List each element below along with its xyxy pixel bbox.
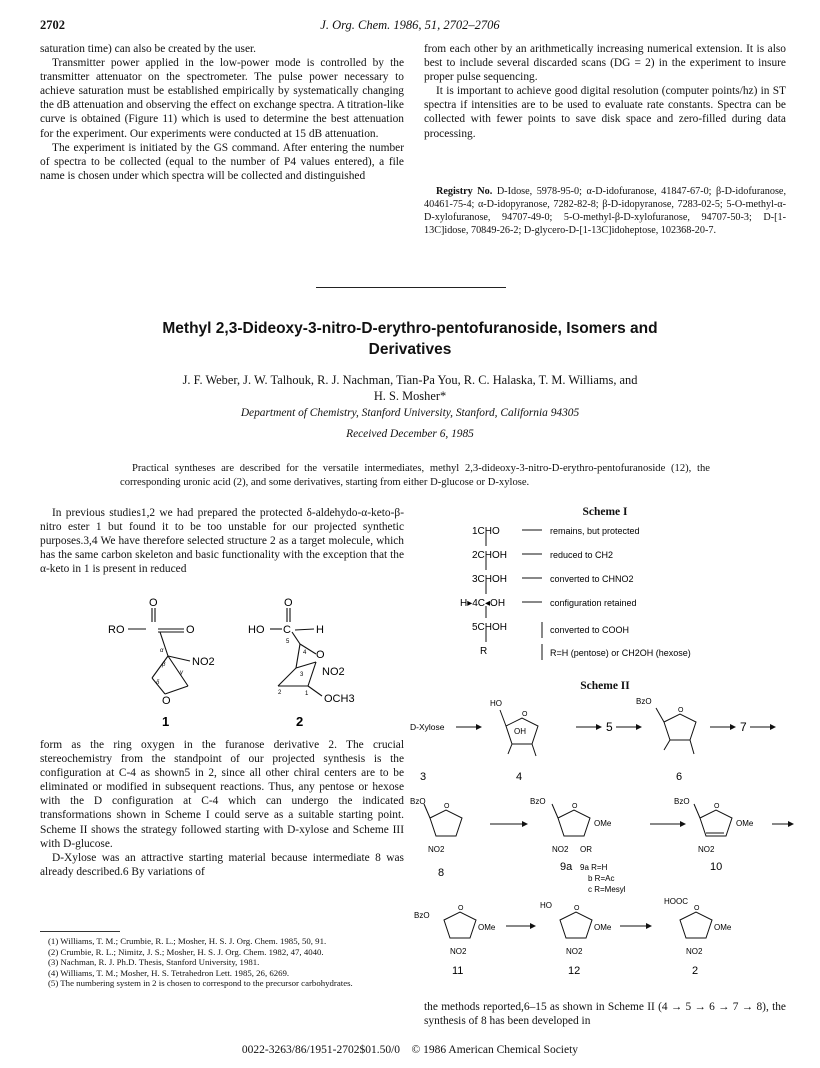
article-title (40, 318, 780, 360)
scheme-text: BzO (636, 697, 652, 706)
atom-label: O (316, 649, 325, 661)
paragraph: form as the ring oxygen in the furanose derivative 2. The crucial stereochemistry from the standpoint of our projected synthesis is the configuration at C-4 as shown5 in 2, since all other chiral centers are to be eliminated or modified in subsequent reactions. Thus, any pentose or hexose with the D configuration at C-4 which can undergo the indicated transformations shown in Scheme I could serve as a suitable starting point. Scheme II shows the strategy followed starting with D-xylose and Scheme III with D-glucose. (40, 739, 404, 850)
scheme-text: OMe (594, 819, 612, 828)
scheme-text: NO2 (428, 845, 445, 854)
paragraph: Transmitter power applied in the low-power mode is controlled by the transmitter attenuator on the spectrometer. The pulse power necessary to achieve saturation must be established empirically by systematically changing the dB attenuation and observing the effect on exchange spectra. A titration-like curve is obtained (Figure 11) which is used to determine the best attenuation for the experiment. Our experiments were conducted at 15 dB attenuation. (40, 57, 404, 140)
page-footer (0, 1044, 820, 1056)
paragraph: the methods reported,6–15 as shown in Scheme II (4 → 5 → 6 → 7 → 8), the synthesis of 8 has been developed in (424, 1001, 786, 1028)
compound-label: 1 (162, 714, 170, 729)
scheme-1 (460, 520, 780, 670)
paragraph: from each other by an arithmetically increasing numerical extension. It is also best to include several discarded scans (DG = 2) in the experiment to insure proper pulse sequencing. (424, 43, 786, 84)
atom-label: O (186, 624, 195, 636)
scheme-text: OMe (736, 819, 754, 828)
scheme-text: O (444, 803, 450, 810)
received-date: Received December 6, 1985 (346, 428, 474, 440)
atom-label: O (162, 695, 171, 707)
scheme-atom: H▸4C◂OH (460, 598, 506, 609)
compound-label: 11 (452, 965, 464, 977)
scheme-text: NO2 (566, 947, 583, 956)
authors-line: H. S. Mosher* (373, 389, 447, 403)
scheme-text: BzO (410, 797, 426, 806)
scheme-text: HO (490, 699, 502, 708)
atom-label: γ (180, 670, 183, 676)
scheme-text: BzO (414, 911, 430, 920)
scheme-text: OMe (478, 923, 496, 932)
footnote: (3) Nachman, R. J. Ph.D. Thesis, Stanford University, 1981. (48, 957, 260, 968)
atom-number: 3 (300, 672, 304, 678)
atom-label: H (316, 624, 324, 636)
scheme-2 (410, 692, 810, 1032)
scheme-variant: b R=Ac (588, 874, 615, 883)
compound-label: 12 (568, 965, 581, 977)
scheme-note: reduced to CH2 (550, 550, 614, 560)
atom-label: NO2 (192, 656, 215, 668)
registry-numbers (424, 185, 786, 237)
atom-label: α (160, 648, 164, 654)
scheme-atom: 1CHO (472, 526, 500, 537)
atom-number: 1 (305, 691, 309, 697)
scheme-text: OR (580, 845, 592, 854)
scheme-note: remains, but protected (550, 526, 640, 536)
scheme-text: O (522, 711, 528, 718)
scheme-text: O (458, 905, 464, 912)
scheme-atom: 3CHOH (472, 574, 508, 585)
title-line: Derivatives (368, 341, 452, 358)
section-divider (316, 287, 506, 288)
scheme-2-title: Scheme II (580, 680, 630, 692)
scheme-text: NO2 (698, 845, 715, 854)
page-number: 2702 (40, 18, 65, 32)
scheme-atom: 2CHOH (472, 550, 508, 561)
compound-label: 10 (710, 861, 723, 873)
scheme-text: BzO (530, 797, 546, 806)
structures-1-2 (100, 592, 400, 732)
compound-label: 9a (560, 861, 573, 873)
scheme-text: OMe (594, 923, 612, 932)
scheme-text: OMe (714, 923, 732, 932)
scheme-note: converted to CHNO2 (550, 574, 634, 584)
body-right (424, 1000, 786, 1028)
issn-code: 0022-3263/86/1951-2702$01.50/0 (241, 1044, 401, 1056)
paragraph: D-Xylose was an attractive starting material because intermediate 8 was already described.6 By variations of (40, 851, 404, 878)
scheme-variant: 9a R=H (580, 863, 608, 872)
copyright: © 1986 American Chemical Society (411, 1044, 579, 1056)
scheme-number: 7 (740, 720, 747, 734)
atom-label: δ (156, 680, 160, 686)
scheme-text: O (572, 803, 578, 810)
scheme-note: R=H (pentose) or CH2OH (hexose) (550, 648, 691, 658)
footnote: (1) Williams, T. M.; Crumbie, R. L.; Mosher, H. S. J. Org. Chem. 1985, 50, 91. (48, 936, 327, 946)
body-left-lower (40, 738, 404, 879)
atom-label: O (149, 597, 158, 609)
scheme-start: D-Xylose (410, 722, 445, 732)
footnote: (4) Williams, T. M.; Mosher, H. S. Tetrahedron Lett. 1985, 26, 6269. (48, 967, 290, 978)
footnote: (5) The numbering system in 2 is chosen to correspond to the precursor carbohydrates. (48, 978, 353, 989)
body-left-upper (40, 506, 404, 576)
top-right-column (424, 42, 786, 141)
footnote-rule (40, 931, 120, 932)
paragraph: The experiment is initiated by the GS command. After entering the number of spectra to be collected (equal to the number of P4 values entered), a file name is chosen under which spectra will be collected and distinguished (40, 141, 404, 182)
scheme-text: NO2 (686, 947, 703, 956)
authors (60, 372, 760, 404)
scheme-atom: R (480, 646, 488, 657)
scheme-text: O (574, 905, 580, 912)
atom-label: O (284, 597, 293, 609)
atom-number: 5 (286, 639, 290, 645)
paragraph: saturation time) can also be created by the user. (40, 43, 257, 55)
atom-label: RO (108, 624, 125, 636)
atom-label: C (283, 624, 291, 636)
atom-label: HO (248, 624, 265, 636)
compound-label: 2 (296, 714, 304, 729)
scheme-text: O (714, 803, 720, 810)
scheme-note: configuration retained (550, 598, 637, 608)
compound-label: 2 (692, 965, 699, 977)
paragraph: In previous studies1,2 we had prepared the protected δ-aldehydo-α-keto-β-nitro ester 1 but found it to be too unstable for our projected synthetic purposes.3,4 We have therefore selected structure 2 as a target molecule, which has the same carbon skeleton and basic functionality with the exception that the α-keto in 1 is present in reduced (40, 507, 404, 576)
scheme-text: OH (514, 727, 526, 736)
atom-label: NO2 (322, 666, 345, 678)
journal-header: J. Org. Chem. 1986, 51, 2702–2706 (320, 18, 500, 32)
scheme-note: converted to COOH (550, 625, 630, 635)
registry-label: Registry No. (436, 186, 493, 197)
scheme-text: HOOC (664, 897, 688, 906)
scheme-text: O (678, 707, 684, 714)
compound-label: 3 (420, 771, 427, 783)
scheme-text: BzO (674, 797, 690, 806)
footnotes (40, 936, 404, 989)
scheme-text: HO (540, 901, 552, 910)
compound-label: 4 (516, 771, 523, 783)
abstract: Practical syntheses are described for the versatile intermediates, methyl 2,3-dideoxy-3-nitro-D-erythro-pentofuranoside (12), the corresponding uronic acid (2), and some derivatives, starting from either D-glucose or D-xylose. (120, 463, 710, 488)
compound-label: 6 (676, 771, 683, 783)
scheme-text: NO2 (552, 845, 569, 854)
affiliation: Department of Chemistry, Stanford University, Stanford, California 94305 (240, 407, 580, 419)
paragraph: It is important to achieve good digital resolution (computer points/hz) in ST spectra if intensities are to be used to evaluate rate constants. Spectra can be collected with fewer points to save disk space and zero-filled during data processing. (424, 85, 786, 140)
title-line: Methyl 2,3-Dideoxy-3-nitro-D-erythro-pentofuranoside, Isomers and (162, 320, 658, 337)
scheme-1-title: Scheme I (582, 506, 628, 518)
compound-label: 8 (438, 867, 445, 879)
scheme-variant: c R=Mesyl (588, 885, 626, 894)
registry-text: D-Idose, 5978-95-0; α-D-idofuranose, 41847-67-0; β-D-idofuranose, 40461-75-4; α-D-idopyranose, 7282-82-8; β-D-idopyranose, 7283-02-5; 5-O-methyl-α-D-xylofuranose, 94707-49-0; 5-O-methyl-β-D-xylofuranose, 94707-50-3; D-[1-13C]idose, 70849-26-2; D-glycero-D-[1-13C]idoheptose, 102368-20-7. (424, 186, 786, 236)
footnote: (2) Crumbie, R. L.; Nimitz, J. S.; Mosher, H. S. J. Org. Chem. 1982, 47, 4040. (48, 946, 324, 957)
scheme-text: O (694, 905, 700, 912)
atom-label: β (162, 662, 166, 668)
scheme-text: NO2 (450, 947, 467, 956)
scheme-number: 5 (606, 720, 613, 734)
atom-number: 4 (303, 650, 307, 656)
scheme-atom: 5CHOH (472, 622, 508, 633)
atom-label: OCH3 (324, 693, 355, 705)
authors-line: J. F. Weber, J. W. Talhouk, R. J. Nachman, Tian-Pa You, R. C. Halaska, T. M. Williams, and (182, 373, 638, 387)
top-left-column (40, 42, 404, 183)
atom-number: 2 (278, 690, 282, 696)
